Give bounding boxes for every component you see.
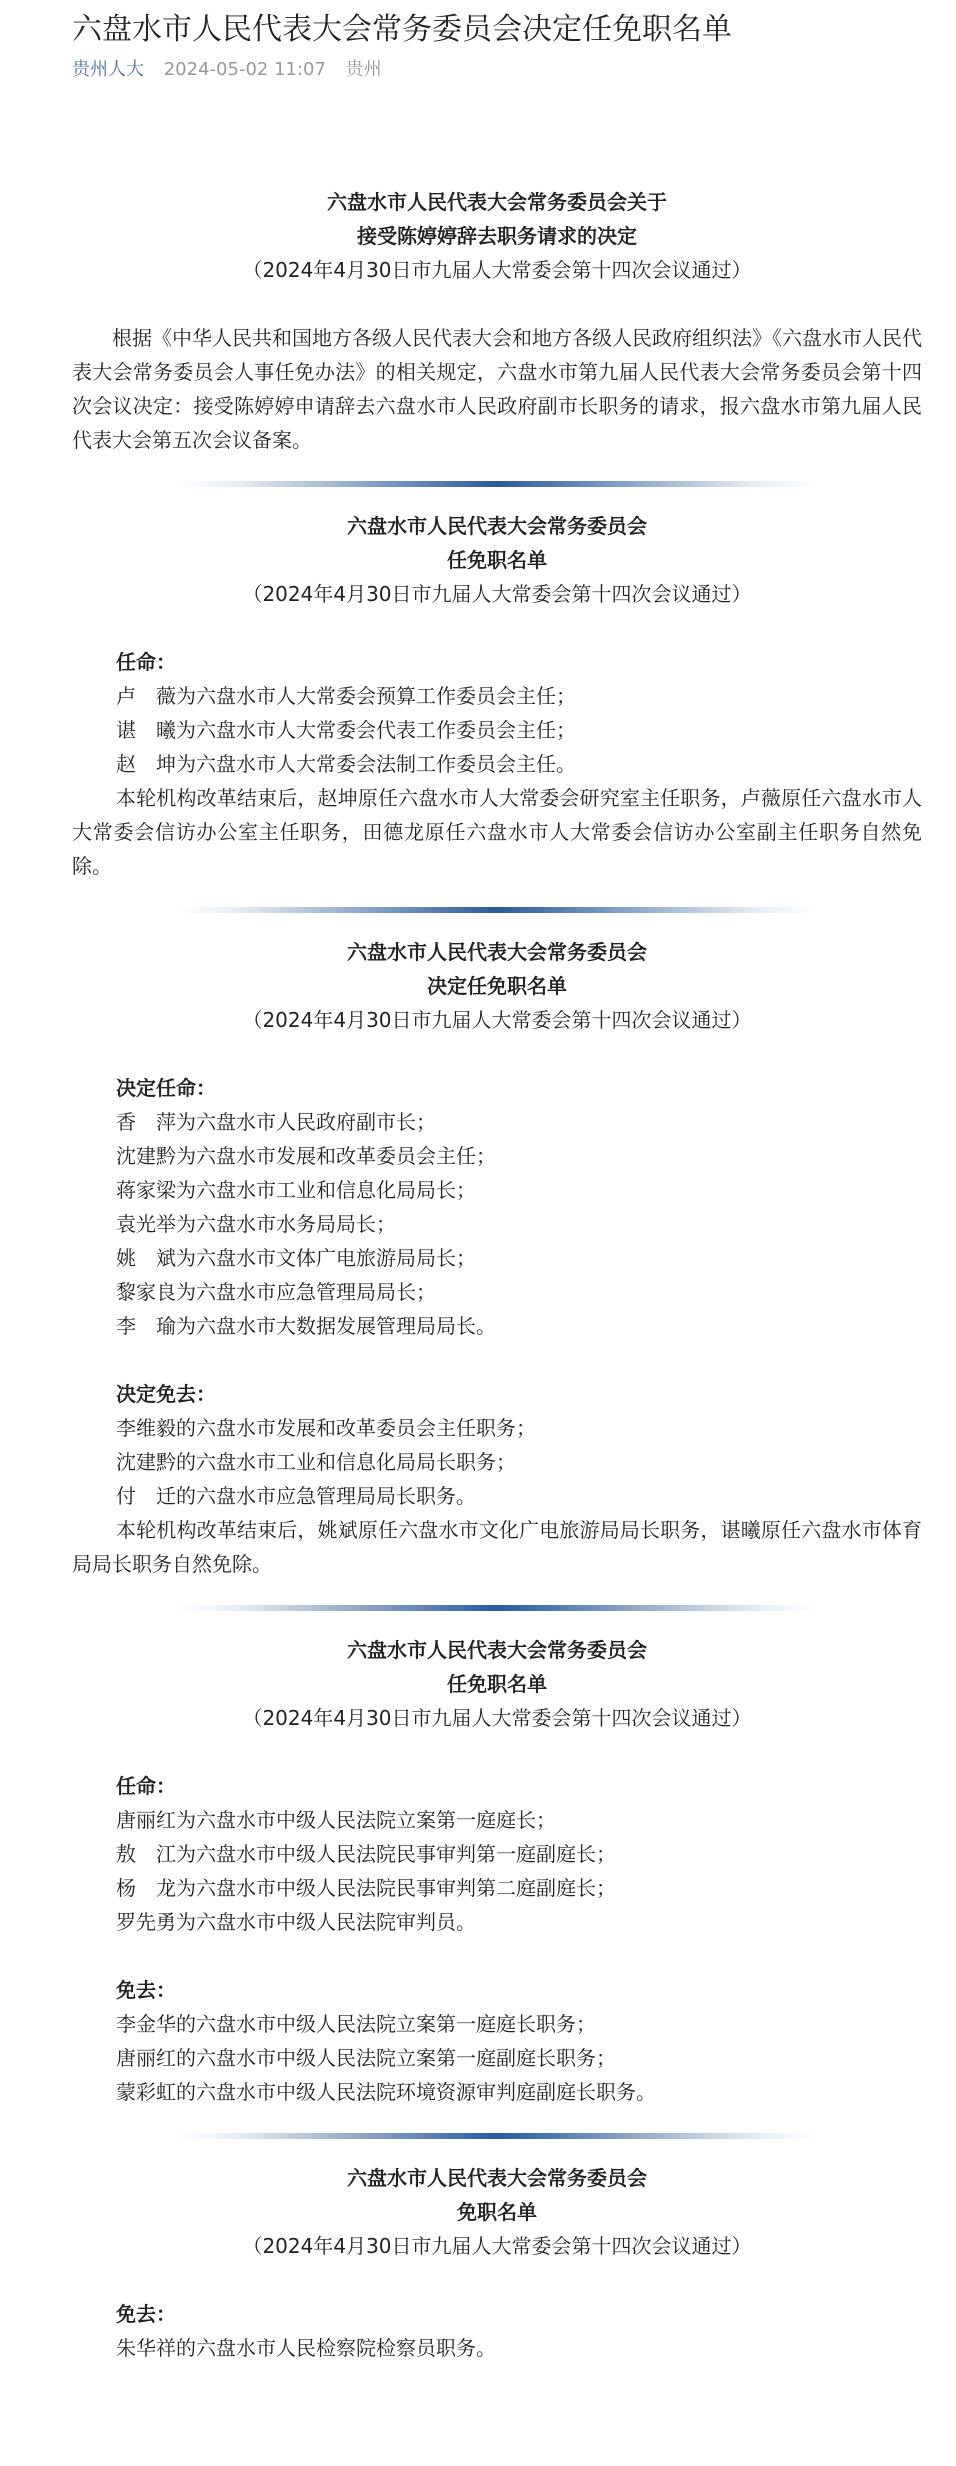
appoint-item: 敖 江为六盘水市中级人民法院民事审判第一庭副庭长；: [116, 1842, 616, 1866]
section-date-note: （2024年4月30日市九届人大常委会第十四次会议通过）: [242, 258, 752, 282]
article-title: 六盘水市人民代表大会常务委员会决定任免职名单: [72, 12, 732, 47]
section-heading: 接受陈婷婷辞去职务请求的决定: [357, 224, 637, 248]
dismiss-item: 李金华的六盘水市中级人民法院立案第一庭庭长职务；: [116, 2012, 596, 2036]
article-datetime: 2024-05-02 11:07: [163, 59, 326, 80]
section-divider: [177, 481, 817, 487]
appoint-item: 罗先勇为六盘水市中级人民法院审判员。: [116, 1910, 476, 1934]
dismissal-section-procuratorate: [72, 2161, 922, 2365]
section-divider: [177, 907, 817, 913]
section-heading: 任免职名单: [447, 1672, 547, 1696]
section-date-note: （2024年4月30日市九届人大常委会第十四次会议通过）: [242, 2234, 752, 2258]
dismiss-item: 朱华祥的六盘水市人民检察院检察员职务。: [116, 2336, 496, 2360]
section-heading: 任免职名单: [447, 548, 547, 572]
appoint-item: 李 瑜为六盘水市大数据发展管理局局长。: [116, 1314, 496, 1338]
section-heading: 六盘水市人民代表大会常务委员会: [347, 940, 647, 964]
appointment-section-government: [72, 935, 922, 1581]
section-date-note: （2024年4月30日市九届人大常委会第十四次会议通过）: [242, 1706, 752, 1730]
appoint-label: 决定任命：: [116, 1076, 216, 1100]
appoint-item: 卢 薇为六盘水市人大常委会预算工作委员会主任；: [116, 684, 576, 708]
section-heading: 六盘水市人民代表大会常务委员会: [347, 2166, 647, 2190]
remark-paragraph: 本轮机构改革结束后，赵坤原任六盘水市人大常委会研究室主任职务，卢薇原任六盘水市人大常委会信访办公室主任职务，田德龙原任六盘水市人大常委会信访办公室副主任职务自然免除。: [72, 786, 922, 878]
appoint-item: 蒋家梁为六盘水市工业和信息化局局长；: [116, 1178, 476, 1202]
appoint-item: 黎家良为六盘水市应急管理局局长；: [116, 1280, 436, 1304]
section-heading: 六盘水市人民代表大会常务委员会: [347, 514, 647, 538]
dismiss-item: 唐丽红的六盘水市中级人民法院立案第一庭副庭长职务；: [116, 2046, 616, 2070]
dismiss-item: 李维毅的六盘水市发展和改革委员会主任职务；: [116, 1416, 536, 1440]
section-heading: 决定任免职名单: [427, 974, 567, 998]
appoint-item: 香 萍为六盘水市人民政府副市长；: [116, 1110, 436, 1134]
section-date-note: （2024年4月30日市九届人大常委会第十四次会议通过）: [242, 1008, 752, 1032]
appointment-section-court: [72, 1633, 922, 2109]
appointment-section-standing-committee: [72, 509, 922, 883]
dismiss-label: 免去：: [116, 1978, 176, 2002]
decision-paragraph: 根据《中华人民共和国地方各级人民代表大会和地方各级人民政府组织法》《六盘水市人民代表大会常务委员会人事任免办法》的相关规定，六盘水市第九届人民代表大会常务委员会第十四次会议决定：接受陈婷婷申请辞去六盘水市人民政府副市长职务的请求，报六盘水市第九届人民代表大会第五次会议备案。: [72, 326, 922, 452]
article-source-link[interactable]: 贵州人大: [72, 59, 144, 80]
section-heading: 六盘水市人民代表大会常务委员会: [347, 1638, 647, 1662]
appoint-item: 唐丽红为六盘水市中级人民法院立案第一庭庭长；: [116, 1808, 556, 1832]
appoint-item: 赵 坤为六盘水市人大常委会法制工作委员会主任。: [116, 752, 576, 776]
dismiss-label: 决定免去：: [116, 1382, 216, 1406]
appoint-label: 任命：: [116, 1774, 176, 1798]
section-date-note: （2024年4月30日市九届人大常委会第十四次会议通过）: [242, 582, 752, 606]
dismiss-item: 付 迁的六盘水市应急管理局局长职务。: [116, 1484, 476, 1508]
section-heading: 免职名单: [457, 2200, 537, 2224]
appoint-item: 袁光举为六盘水市水务局局长；: [116, 1212, 396, 1236]
article-region: 贵州: [345, 59, 382, 80]
decision-section-resignation: [72, 185, 922, 457]
section-divider: [177, 1605, 817, 1611]
appoint-item: 姚 斌为六盘水市文体广电旅游局局长；: [116, 1246, 476, 1270]
appoint-label: 任命：: [116, 650, 176, 674]
dismiss-item: 蒙彩虹的六盘水市中级人民法院环境资源审判庭副庭长职务。: [116, 2080, 656, 2104]
article-meta: [72, 56, 382, 84]
dismiss-label: 免去：: [116, 2302, 176, 2326]
appoint-item: 杨 龙为六盘水市中级人民法院民事审判第二庭副庭长；: [116, 1876, 616, 1900]
section-heading: 六盘水市人民代表大会常务委员会关于: [327, 190, 667, 214]
article-body: [72, 185, 922, 2365]
appoint-item: 谌 曦为六盘水市人大常委会代表工作委员会主任；: [116, 718, 576, 742]
appoint-item: 沈建黔为六盘水市发展和改革委员会主任；: [116, 1144, 496, 1168]
section-divider: [177, 2133, 817, 2139]
remark-paragraph: 本轮机构改革结束后，姚斌原任六盘水市文化广电旅游局局长职务，谌曦原任六盘水市体育局局长职务自然免除。: [72, 1518, 922, 1576]
dismiss-item: 沈建黔的六盘水市工业和信息化局局长职务；: [116, 1450, 516, 1474]
